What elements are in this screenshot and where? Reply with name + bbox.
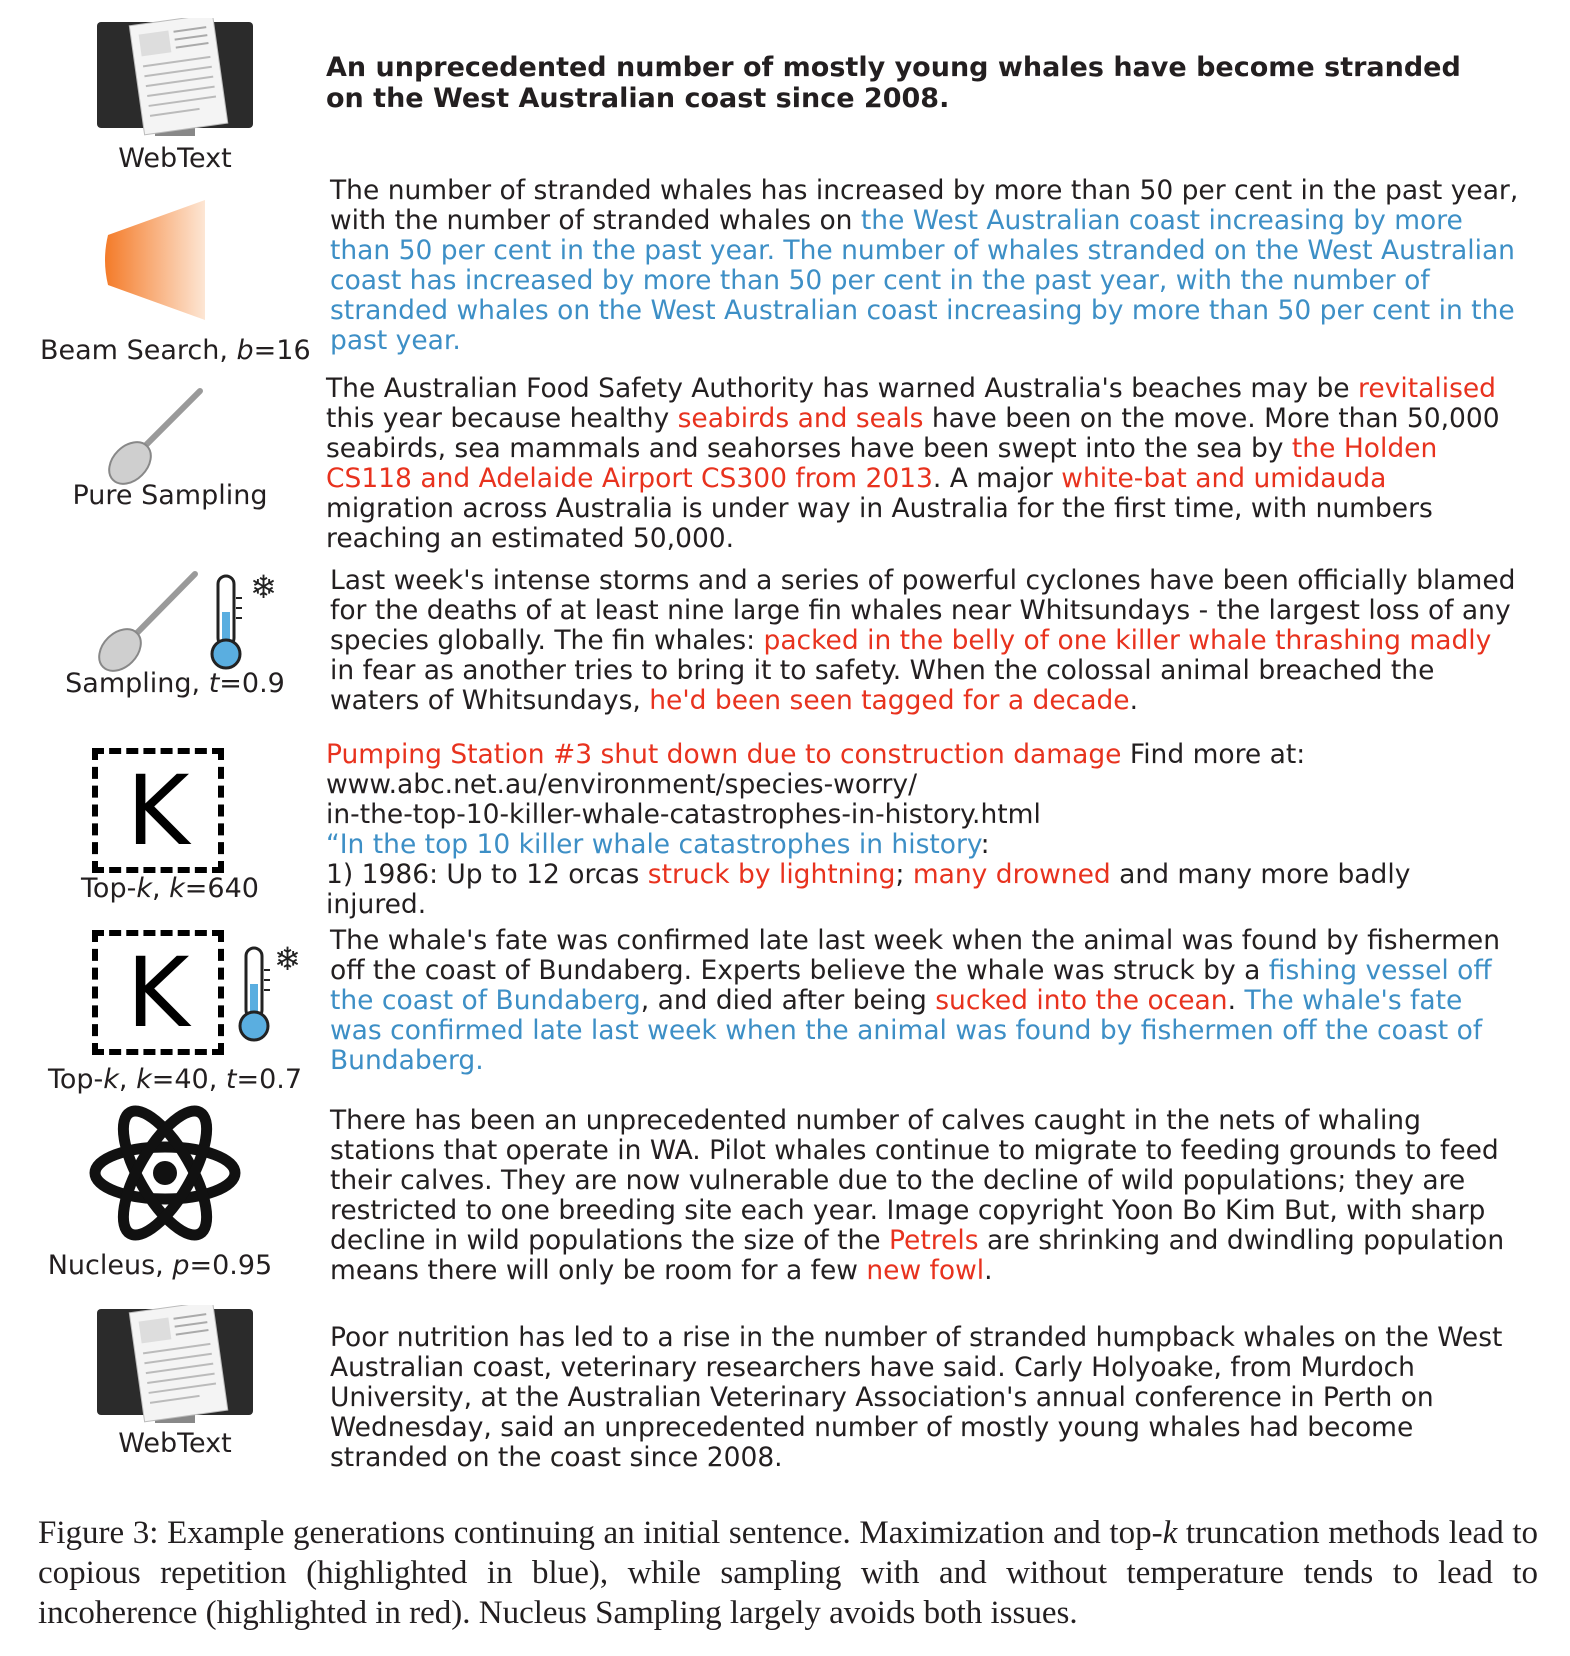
atom-icon	[85, 1093, 245, 1253]
text-segment: Last week's intense storms and a series of powerful cyclones have been officially blamed for the deaths of at least nine large fin whales near Whitsundays - the largest loss of any species globally. The fin whales:	[330, 565, 1516, 656]
text-segment: in-the-top-10-killer-whale-catastrophes-in-history.html	[326, 799, 1041, 830]
text-segment: .	[1129, 685, 1138, 716]
generation-webtext	[330, 1323, 1520, 1473]
incoherence-highlight: revitalised	[1358, 373, 1496, 404]
text-segment: have been on the move. More than 50,000 seabirds, sea mammals and seahorses have been swept into the sea by	[326, 403, 1500, 464]
text-segment: The whale's fate was confirmed late last week when the animal was found by fishermen off the coast of Bundaberg. Experts believe the whale was struck by a	[330, 925, 1501, 986]
repetition-highlight: The whale's fate was confirmed late last week when the animal was found by fishermen off the coast of Bundaberg.	[330, 985, 1483, 1076]
incoherence-highlight: the Holden CS118 and Adelaide Airport CS300 from 2013	[326, 433, 1438, 494]
incoherence-highlight: packed in the belly of one killer whale thrashing madly	[763, 625, 1492, 656]
incoherence-highlight: seabirds and seals	[677, 403, 924, 434]
incoherence-highlight: struck by lightning	[647, 859, 896, 890]
text-segment: The Australian Food Safety Authority has warned Australia's beaches may be	[326, 373, 1359, 404]
generation-pure-sampling	[326, 374, 1516, 554]
text-segment: The number of stranded whales has increased by more than 50 per cent in the past year, with the number of stranded whales on	[330, 175, 1519, 236]
spoon-icon	[100, 385, 210, 485]
incoherence-highlight: Pumping Station #3 shut down due to construction damage	[326, 739, 1122, 770]
repetition-highlight: the West Australian coast increasing by more than 50 per cent in the past year. The number of whales stranded on the West Australian coast has increased by more than 50 per cent in the past year, with the number of stranded whales on the West Australian coast increasing by more than 50 per cent in the past year.	[330, 205, 1515, 356]
repetition-highlight: In the top 10 killer whale catastrophes in history	[339, 829, 981, 860]
text-segment: .	[1227, 985, 1245, 1016]
thermometer-icon	[238, 930, 308, 1050]
method-label-temp: Sampling, t=0.9	[65, 668, 285, 699]
incoherence-highlight: sucked into the ocean	[935, 985, 1228, 1016]
k-box-icon: K	[92, 748, 224, 873]
generation-topk-640	[326, 740, 1516, 920]
incoherence-highlight: new fowl	[866, 1255, 985, 1286]
incoherence-highlight: many drowned	[912, 859, 1111, 890]
repetition-highlight: fishing vessel off the coast of Bundaberg	[330, 955, 1492, 1016]
spoon-thermometer-icon	[90, 568, 290, 678]
method-label-pure: Pure Sampling	[72, 480, 268, 511]
method-label-beam: Beam Search, b=16	[40, 335, 311, 366]
generation-nucleus	[330, 1106, 1520, 1286]
repetition-highlight: “	[326, 829, 340, 860]
svg-text:❄: ❄	[274, 940, 301, 978]
monitor-newspaper-icon	[95, 18, 255, 153]
svg-text:❄: ❄	[250, 568, 277, 606]
text-segment: There has been an unprecedented number of calves caught in the nets of whaling stations that operate in WA. Pilot whales continue to migrate to feeding grounds to feed their calves. They are now vulnerable due to the decline of wild populations; they are restricted to one breeding site each year. Image copyright Yoon Bo Kim But, with sharp decline in wild populations the size of the	[330, 1105, 1499, 1256]
incoherence-highlight: white-bat and umidauda	[1061, 463, 1387, 494]
text-segment: Poor nutrition has led to a rise in the number of stranded humpback whales on the West Australian coast, veterinary researchers have said. Carly Holyoake, from Murdoch University, at the Australian Veterinary Association's annual conference in Perth on Wednesday, said an unprecedented number of mostly young whales had become stranded on the coast since 2008.	[330, 1322, 1503, 1473]
monitor-newspaper-icon	[95, 1305, 255, 1440]
method-label-webtext-2: WebText	[118, 1428, 232, 1459]
text-segment: migration across Australia is under way in Australia for the first time, with numbers reaching an estimated 50,000.	[326, 493, 1433, 554]
text-segment: in fear as another tries to bring it to safety. When the colossal animal breached the waters of Whitsundays,	[330, 655, 1435, 716]
incoherence-highlight: Petrels	[889, 1225, 979, 1256]
text-segment: this year because healthy	[326, 403, 678, 434]
method-label-topk40: Top-k, k=40, t=0.7	[47, 1064, 303, 1095]
text-segment: 1) 1986: Up to 12 orcas	[326, 859, 648, 890]
prompt-text: An unprecedented number of mostly young whales have become stranded on the West Australian coast since 2008.	[326, 52, 1461, 114]
method-label-webtext: WebText	[118, 143, 232, 174]
method-label-nucleus: Nucleus, p=0.95	[47, 1250, 273, 1281]
beam-cone-icon	[100, 195, 210, 325]
text-segment: :	[980, 829, 990, 860]
k-box-thermometer-icon: K	[92, 930, 224, 1055]
generation-topk-40	[330, 926, 1520, 1076]
generation-temp-sampling	[330, 566, 1520, 716]
method-label-topk640: Top-k, k=640	[81, 873, 259, 904]
text-segment: Find more at:	[1121, 739, 1306, 770]
text-segment: . A major	[932, 463, 1062, 494]
text-segment: .	[984, 1255, 993, 1286]
text-segment: www.abc.net.au/environment/species-worry/	[326, 769, 917, 800]
text-segment: , and died after being	[640, 985, 936, 1016]
text-segment: and many more badly injured.	[326, 859, 1411, 920]
figure-caption: Figure 3: Example generations continuing an initial sentence. Maximization and top-k truncation methods lead to copious repetition (highlighted in blue), while sampling with and without temperature tends to lead to incoherence (highlighted in red). Nucleus Sampling largely avoids both issues.	[38, 1515, 1538, 1631]
generation-beam	[330, 176, 1520, 356]
text-segment: are shrinking and dwindling population means there will only be room for a few	[330, 1225, 1505, 1286]
incoherence-highlight: he'd been seen tagged for a decade	[649, 685, 1130, 716]
text-segment: ;	[895, 859, 913, 890]
